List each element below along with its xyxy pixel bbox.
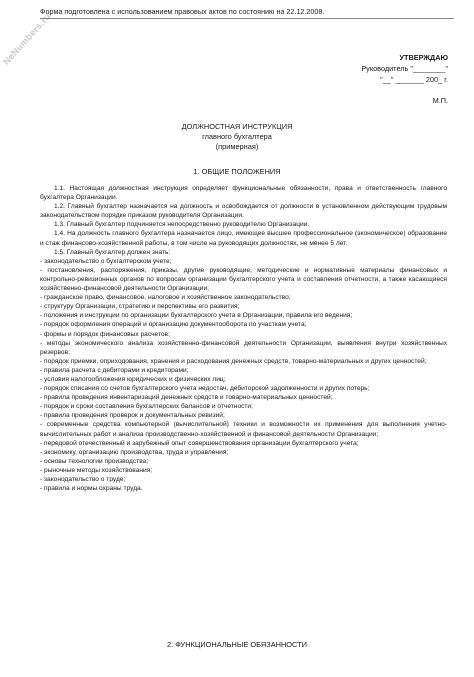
list-item: - порядок списания со счетов бухгалтерского учета недостач, дебиторской задолженности и других потерь; — [40, 385, 370, 393]
list-item: - экономику, организацию производства, труда и управления; — [40, 448, 229, 456]
list-item: - порядок приемки, оприходования, хранения и расходования денежных средств, товарно-материальных и других ценностей; — [40, 357, 427, 365]
header-divider — [40, 18, 454, 19]
document-note: (примерная) — [215, 142, 259, 151]
list-item: - передовой отечественный и зарубежный опыт совершенствования организации бухгалтерского учета; — [40, 439, 359, 447]
list-item: - правила проведения проверок и документальных ревизий; — [40, 412, 225, 420]
section-1-heading: 1. ОБЩИЕ ПОЛОЖЕНИЯ — [193, 167, 281, 176]
form-note: Форма подготовлена с использованием правовых актов по состоянию на 22.12.2008. — [40, 7, 325, 16]
approval-manager-line: Руководитель "________" — [361, 64, 448, 73]
knowledge-list — [40, 257, 447, 493]
list-item: - законодательство о бухгалтерском учете; — [40, 257, 172, 265]
paragraph-1-3: 1.3. Главный бухгалтер подчиняется непосредственно руководителю Организации. — [54, 221, 310, 229]
list-item: - порядок и сроки составления бухгалтерских балансов и отчетности; — [40, 403, 253, 411]
list-item: - гражданское право, финансовое, налоговое и хозяйственное законодательство; — [40, 294, 291, 302]
list-item: - порядок оформления операций и организацию документооборота по участкам учета; — [40, 321, 307, 329]
document-title-block — [0, 122, 474, 152]
paragraph-1-2: 1.2. Главный бухгалтер назначается на должность и освобождается от должности в установленном действующим трудовым законодательством порядке приказом руководителя Организации. — [40, 203, 447, 220]
watermark: NeNumbers.ru — [1, 11, 53, 67]
list-item: - условия налогообложения юридических и физических лиц; — [40, 375, 226, 383]
document-subtitle: главного бухгалтера — [202, 132, 272, 141]
list-item: - правила и нормы охраны труда. — [40, 485, 143, 493]
document-body — [40, 184, 447, 493]
paragraph-1-5: 1.5. Главный бухгалтер должен знать: — [54, 248, 171, 256]
approval-block — [361, 52, 448, 106]
list-item: - законодательство о труде; — [40, 476, 126, 483]
list-item: - положения и инструкции по организации бухгалтерского учета в Организации, правила его ведения; — [40, 312, 353, 320]
approval-date-line: "__" _______ 200_ г. — [380, 75, 448, 84]
document-title: ДОЛЖНОСТНАЯ ИНСТРУКЦИЯ — [181, 122, 293, 131]
list-item: - методы экономического анализа хозяйственно-финансовой деятельности Организации, выявления внутри хозяйственных резервов; — [40, 339, 447, 356]
stamp-place: М.П. — [432, 96, 448, 105]
list-item: - правила расчета с дебиторами и кредиторами; — [40, 366, 189, 374]
list-item: - правила проведения инвентаризаций денежных средств и товарно-материальных ценностей; — [40, 394, 333, 402]
approval-title: УТВЕРЖДАЮ — [399, 53, 448, 62]
list-item: - постановления, распоряжения, приказы, другие руководящие, методические и нормативные материалы финансовых и контрольно-ревизионных органов по вопросам организации бухгалтерского учета и составления отчетности, а также касающиеся хозяйственно-финансовой деятельности Организации; — [40, 266, 447, 293]
list-item: - рыночные методы хозяйствования; — [40, 466, 153, 474]
list-item: - основы технологии производства; — [40, 457, 149, 465]
list-item: - современные средства компьютерной (вычислительной) техники и возможности их применения для выполнения учетно-вычислительных работ и анализа производственно-хозяйственной и финансовой деятельности Организации; — [40, 421, 447, 438]
list-item: - формы и порядок финансовых расчетов; — [40, 330, 170, 338]
paragraph-1-1: 1.1. Настоящая должностная инструкция определяет функциональные обязанности, права и ответственность главного бухгалтера Организации. — [40, 185, 447, 202]
list-item: - структуру Организации, стратегию и перспективы его развития; — [40, 303, 240, 311]
section-2-heading: 2. ФУНКЦИОНАЛЬНЫЕ ОБЯЗАННОСТИ — [167, 640, 307, 649]
paragraph-1-4: 1.4. На должность главного бухгалтера назначается лицо, имеющее высшее профессиональное (экономическое) образование и стаж финансово-хозяйственной работы, в том числе на руководящих должностях, не менее 5 лет. — [40, 230, 447, 247]
